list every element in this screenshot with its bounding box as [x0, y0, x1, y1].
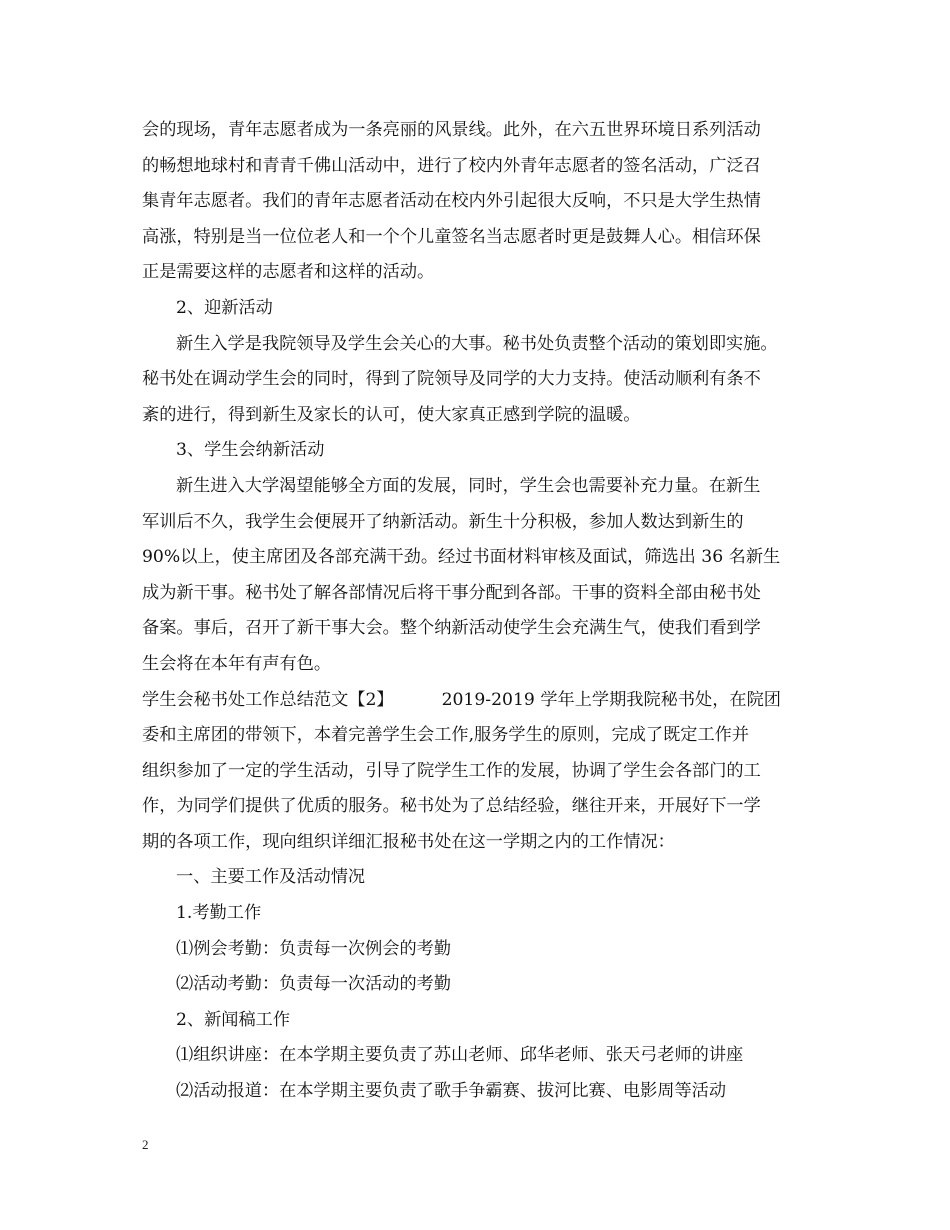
text-line: [142, 362, 822, 398]
text-line-content: 学生会秘书处工作总结范文【2】: [142, 689, 394, 710]
text-line: [142, 255, 822, 291]
text-line-content: 生会将在本年有声有色。: [142, 653, 332, 674]
page-number: 2: [142, 1137, 149, 1152]
text-line-content: 备案。事后，召开了新干事大会。整个纳新活动使学生会充满生气，使我们看到学: [142, 618, 761, 639]
text-line: [142, 718, 822, 754]
text-line-content: ⑵活动报道：在本学期主要负责了歌手争霸赛、拔河比赛、电影周等活动: [176, 1081, 727, 1102]
text-line: [142, 576, 822, 612]
text-line-content: 成为新干事。秘书处了解各部情况后将干事分配到各部。干事的资料全部由秘书处: [142, 582, 761, 603]
text-line-content: 期的各项工作，现向组织详细汇报秘书处在这一学期之内的工作情况：: [142, 831, 675, 852]
text-line-content: 3、学生会纳新活动: [176, 440, 325, 461]
text-line: [142, 860, 822, 896]
text-line-content: ⑴组织讲座：在本学期主要负责了苏山老师、邱华老师、张天弓老师的讲座: [176, 1045, 744, 1066]
document-body: [142, 113, 822, 1110]
text-line: [142, 1074, 822, 1110]
text-line-content: 1.考勤工作: [176, 903, 262, 924]
text-line-content: 90%以上，使主席团及各部充满干劲。经过书面材料审核及面试，筛选出 36 名新生: [142, 547, 781, 568]
text-line: [142, 825, 822, 861]
text-line-content: ⑴例会考勤：负责每一次例会的考勤: [176, 938, 452, 959]
text-line: [142, 967, 822, 1003]
text-line-content: 新生进入大学渴望能够全方面的发展，同时，学生会也需要补充力量。在新生: [176, 475, 761, 496]
text-line: [142, 932, 822, 968]
text-line: [142, 611, 822, 647]
text-line: [142, 540, 822, 576]
text-line-continuation: 2019-2019 学年上学期我院秘书处，在院团: [441, 689, 781, 710]
text-line-content: 组织参加了一定的学生活动，引导了院学生工作的发展，协调了学生会各部门的工: [142, 760, 761, 781]
text-line: [142, 647, 822, 683]
text-line-content: 作，为同学们提供了优质的服务。秘书处为了总结经验，继往开来，开展好下一学: [142, 796, 761, 817]
text-line: [142, 683, 822, 719]
text-line-content: 的畅想地球村和青青千佛山活动中，进行了校内外青年志愿者的签名活动，广泛召: [142, 155, 761, 176]
text-line: [142, 505, 822, 541]
text-line-content: 会的现场，青年志愿者成为一条亮丽的风景线。此外，在六五世界环境日系列活动: [142, 120, 761, 140]
text-line-content: 2、迎新活动: [176, 297, 273, 318]
text-line-content: 高涨，特别是当一位位老人和一个个儿童签名当志愿者时更是鼓舞人心。相信环保: [142, 226, 761, 247]
text-line: [142, 1038, 822, 1074]
text-line: [142, 1003, 822, 1039]
text-line: [142, 149, 822, 185]
text-line: [142, 398, 822, 434]
text-line-content: 一、主要工作及活动情况: [176, 867, 366, 888]
text-line: [142, 433, 822, 469]
text-line-content: 集青年志愿者。我们的青年志愿者活动在校内外引起很大反响，不只是大学生热情: [142, 191, 761, 212]
text-line: [142, 896, 822, 932]
text-line: [142, 220, 822, 256]
text-line-content: 紊的进行，得到新生及家长的认可，使大家真正感到学院的温暖。: [142, 404, 641, 425]
text-line: [142, 291, 822, 327]
text-line-content: 委和主席团的带领下，本着完善学生会工作,服务学生的原则，完成了既定工作并: [142, 725, 750, 746]
text-line: [142, 469, 822, 505]
text-line-content: 正是需要这样的志愿者和这样的活动。: [142, 262, 435, 283]
text-line-content: ⑵活动考勤：负责每一次活动的考勤: [176, 974, 452, 995]
text-line-content: 军训后不久，我学生会便展开了纳新活动。新生十分积极，参加人数达到新生的: [142, 511, 744, 532]
text-line: [142, 789, 822, 825]
text-line-content: 新生入学是我院领导及学生会关心的大事。秘书处负责整个活动的策划即实施。: [176, 333, 778, 354]
text-line: [142, 113, 822, 149]
text-line-content: 秘书处在调动学生会的同时，得到了院领导及同学的大力支持。使活动顺利有条不: [142, 369, 761, 390]
text-line-content: 2、新闻稿工作: [176, 1009, 291, 1030]
text-line: [142, 754, 822, 790]
text-line: [142, 327, 822, 363]
text-line: [142, 184, 822, 220]
